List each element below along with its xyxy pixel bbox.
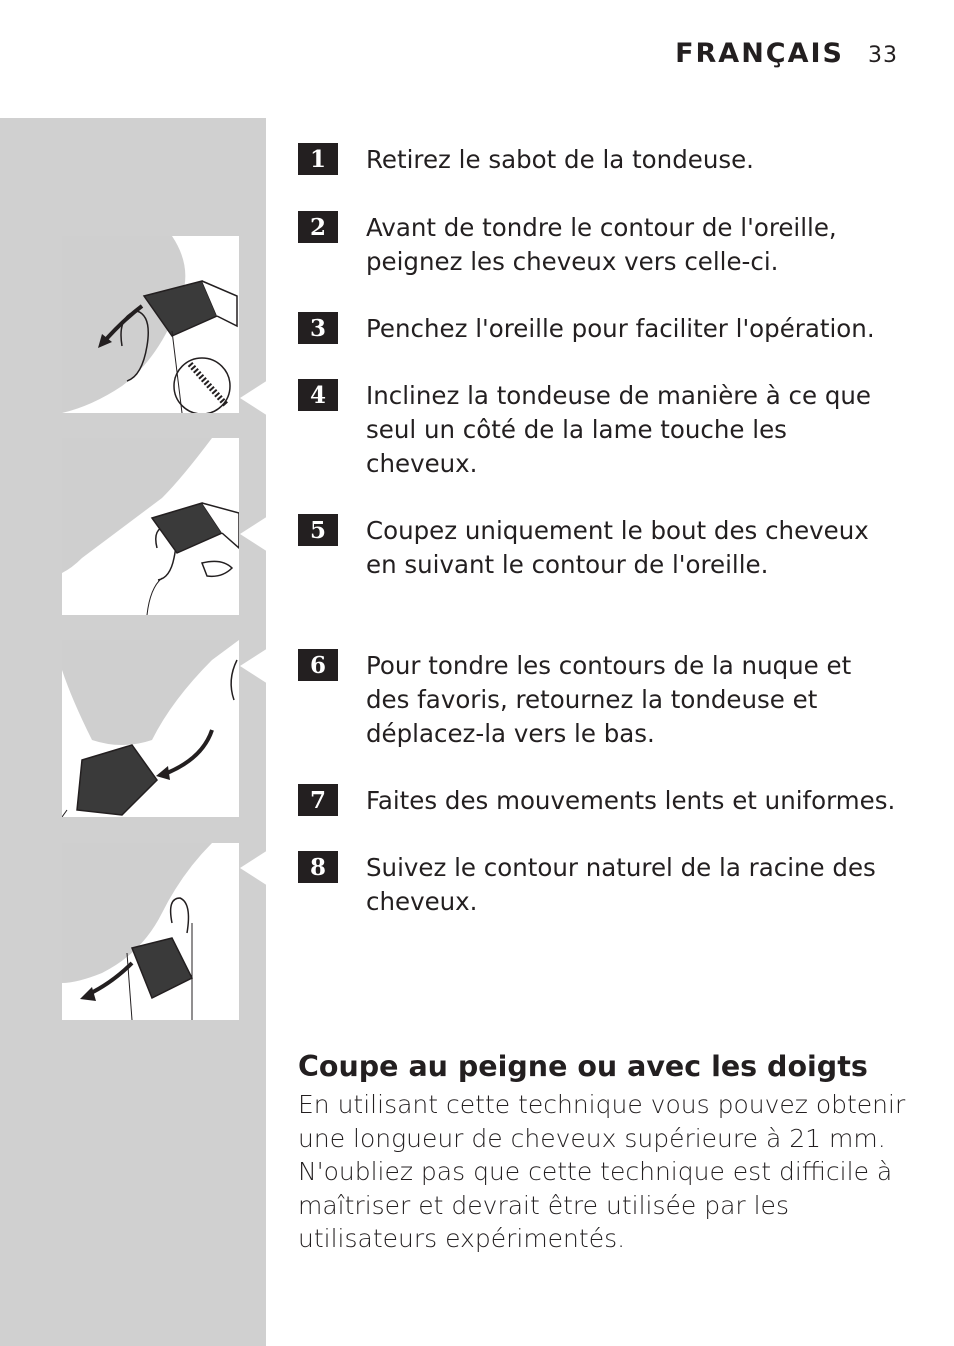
step-7 [298,784,898,818]
page-number: 33 [868,43,898,68]
section-title: Coupe au peigne ou avec les doigts [298,1050,868,1083]
step-text: Faites des mouvements lents et uniformes. [366,786,896,815]
language-label: FRANÇAIS [675,38,844,69]
illustration-pointer [240,850,268,886]
step-number: 7 [298,784,338,816]
step-number: 3 [298,312,338,344]
illustration-sideburn [62,843,239,1020]
step-number: 5 [298,514,338,546]
step-text: Pour tondre les contours de la nuque et des favoris, retournez la tondeuse et déplacez-la vers le bas. [366,651,852,748]
step-3 [298,312,898,346]
step-4 [298,379,898,481]
step-text: Retirez le sabot de la tondeuse. [366,145,754,174]
step-2 [298,211,898,279]
step-text: Penchez l'oreille pour faciliter l'opération. [366,314,875,343]
step-number: 8 [298,851,338,883]
illustration-pointer [240,380,268,416]
step-number: 4 [298,379,338,411]
step-number: 6 [298,649,338,681]
illustration-pointer [240,648,268,684]
step-text: Suivez le contour naturel de la racine des cheveux. [366,853,876,916]
step-5 [298,514,898,582]
step-8 [298,851,898,919]
page-header [675,38,898,69]
step-number: 2 [298,211,338,243]
illustration-pointer [240,516,268,552]
step-text: Avant de tondre le contour de l'oreille, peignez les cheveux vers celle-ci. [366,213,837,276]
step-text: Inclinez la tondeuse de manière à ce que seul un côté de la lame touche les cheveux. [366,381,871,478]
section-body: En utilisant cette technique vous pouvez obtenir une longueur de cheveux supérieure à 21 mm. N'oubliez pas que cette technique est difficile à maîtriser et devrait être utilisée par les utilisateurs expérimentés. [298,1090,906,1253]
step-6 [298,649,898,751]
step-1 [298,143,898,177]
illustration-ear-comb [62,236,239,413]
illustration-nape [62,640,239,817]
illustration-ear-trim [62,438,239,615]
step-number: 1 [298,143,338,175]
step-text: Coupez uniquement le bout des cheveux en suivant le contour de l'oreille. [366,516,869,579]
